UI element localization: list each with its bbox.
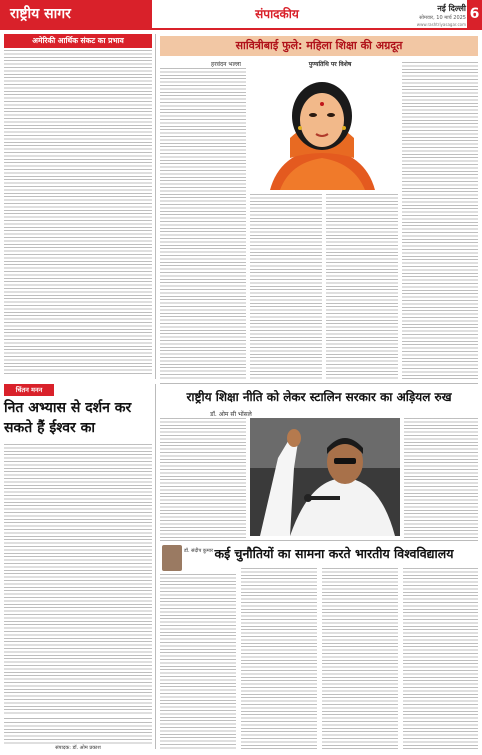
left-editorial-body <box>4 50 152 375</box>
middle-article-column-1 <box>160 418 246 538</box>
imprint-text <box>4 722 152 744</box>
column-divider-lower <box>155 384 156 749</box>
header-divider <box>0 28 482 30</box>
bottom-article-column-2 <box>241 568 317 750</box>
savitribai-portrait <box>250 68 395 190</box>
page-number: 6 <box>467 0 482 28</box>
top-article-column-1 <box>160 68 246 380</box>
city-label: नई दिल्ली <box>437 4 466 13</box>
top-article-byline: हरवंदन भल्ला <box>211 61 241 68</box>
left-footer-rule <box>4 718 152 719</box>
dateline <box>402 0 466 28</box>
website-url: www.rashtriyasagar.com <box>416 22 466 27</box>
bottom-article-headline: कई चुनौतियों का सामना करते भारतीय विश्वविद्यालय <box>214 546 454 561</box>
middle-article-headline: राष्ट्रीय शिक्षा नीति को लेकर स्टालिन सरकार का अड़ियल रुख <box>186 390 452 404</box>
left-editorial <box>4 34 152 379</box>
left-editorial-headline: अमेरिकी आर्थिक संकट का प्रभाव <box>4 34 152 48</box>
top-article-headline: सावित्रीबाई फुले: महिला शिक्षा की अग्रदूत <box>235 39 403 52</box>
stalin-photo <box>250 418 400 536</box>
chintan-manan-headline: नित अभ्यास से दर्शन कर सकते हैं ईश्वर का <box>4 400 132 436</box>
page-title: संपादकीय <box>255 7 299 21</box>
section-badge <box>0 0 152 28</box>
middle-article-column-2 <box>404 418 478 538</box>
chintan-manan-tag-label: चिंतन मनन <box>15 386 43 394</box>
top-article-caption: पुण्यतिथि पर विशेष <box>308 61 352 68</box>
section-title: राष्ट्रीय सागर <box>10 6 71 22</box>
chintan-manan-tag <box>4 384 54 396</box>
column-divider <box>155 34 156 379</box>
editor-credit: संपादक: डॉ. ओम प्रकाश <box>55 745 101 751</box>
date-label: सोमवार, 10 मार्च 2025 <box>419 15 466 21</box>
masthead <box>0 0 482 28</box>
section-divider <box>160 383 478 384</box>
bottom-article-column-1 <box>160 574 236 750</box>
bottom-divider <box>160 540 478 541</box>
middle-article-byline: डॉ. ओम सी भोंसले <box>210 411 252 418</box>
top-article-column-3 <box>326 194 398 380</box>
top-article-column-4 <box>402 62 478 380</box>
page-title-bar <box>152 0 402 28</box>
bottom-article-byline: डॉ. संदीप कुमार <box>184 548 214 554</box>
bottom-article-column-3 <box>322 568 398 750</box>
top-article-headline-box <box>160 36 478 56</box>
chintan-manan-body <box>4 444 152 714</box>
bottom-article-column-4 <box>403 568 478 750</box>
author-photo <box>162 545 182 571</box>
top-article-column-2 <box>250 194 322 380</box>
